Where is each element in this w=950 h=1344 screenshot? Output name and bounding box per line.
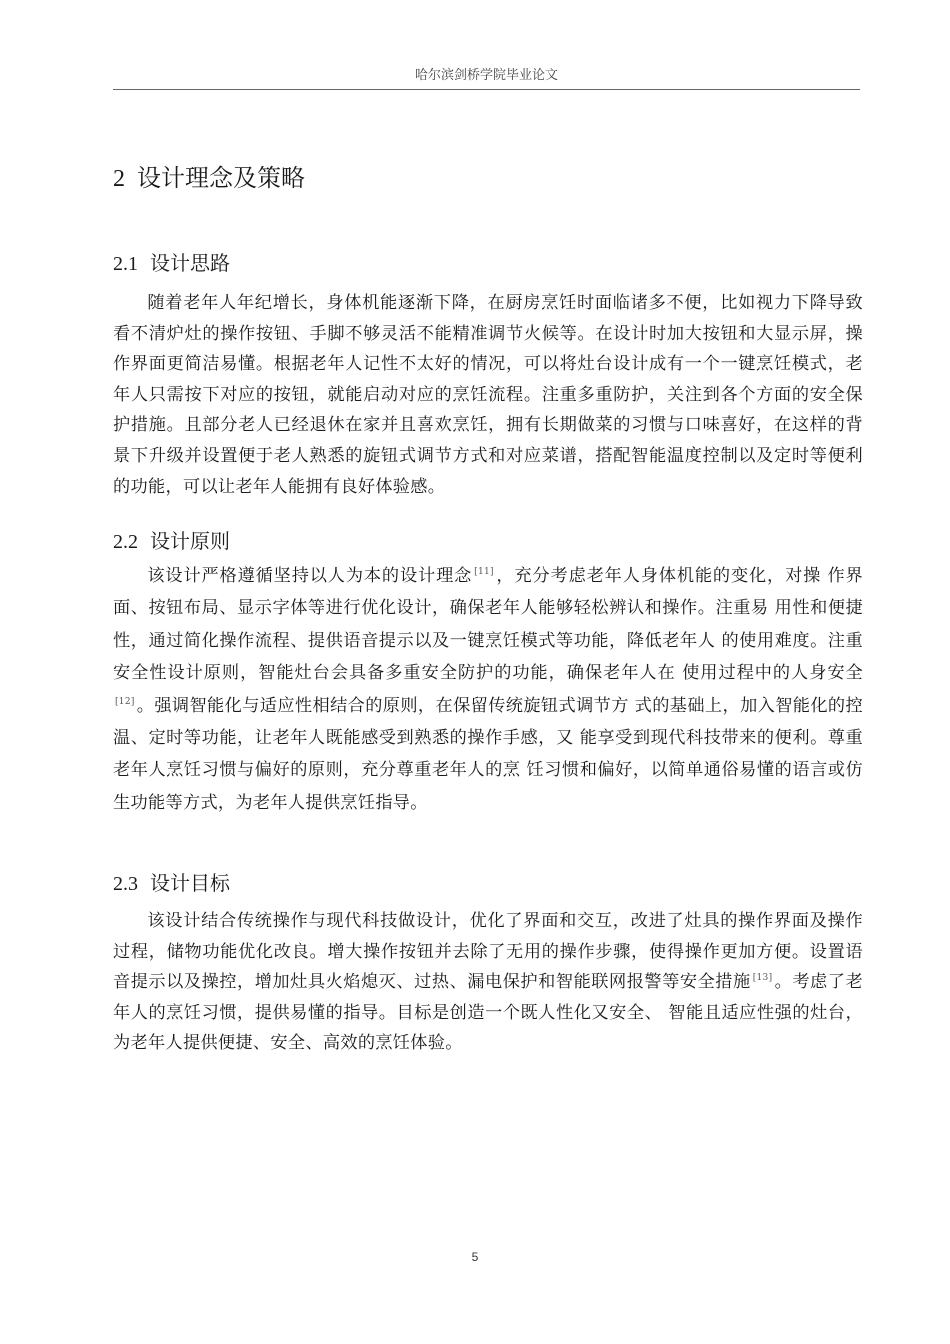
header-divider: [113, 89, 860, 90]
section-title-text: 设计原则: [150, 529, 230, 553]
paragraph-text: 。考虑了老年人的烹饪习惯，提供易懂的指导。目标是创造一个既人性化又安全、 智能且适应性强的灶台，为老年人提供便捷、安全、高效的烹饪体验。: [113, 972, 863, 1054]
chapter-title-text: 设计理念及策略: [137, 164, 305, 192]
section-number: 2.2: [113, 531, 138, 553]
section-number: 2.3: [113, 873, 138, 895]
paragraph-design-goals: [113, 906, 863, 1059]
citation-13[interactable]: [13]: [752, 973, 773, 984]
citation-12[interactable]: [12]: [115, 696, 135, 707]
paragraph-text: 该设计严格遵循坚持以人为本的设计理念: [147, 566, 473, 586]
paragraph-text: 随着老年人年纪增长，身体机能逐渐下降，在厨房烹饪时面临诸多不便，比如视力下降导致看不清炉灶的操作按钮、手脚不够灵活不能精准调节火候等。在设计时加大按钮和大显示屏，操作界面更简洁易懂。根据老年人记性不太好的情况，可以将灶台设计成有一个一键烹饪模式，老年人只需按下对应的按钮，就能启动对应的烹饪流程。注重多重防护，关注到各个方面的安全保护措施。且部分老人已经退休在家并且喜欢烹饪，拥有长期做菜的习惯与口味喜好，在这样的背景下升级并设置便于老人熟悉的旋钮式调节方式和对应菜谱，搭配智能温度控制以及定时等便利的功能，可以让老年人能拥有良好体验感。: [113, 293, 863, 497]
paragraph-design-principles: [113, 560, 863, 819]
paragraph-text: 。强调智能化与适应性相结合的原则，在保留传统旋钮式调节方 式的基础上，加入智能化的控温、定时等功能，让老年人既能感受到熟悉的操作手感，又 能享受到现代科技带来的便利。尊重老年人烹饪习惯与偏好的原则，充分尊重老年人的烹 饪习惯和偏好，以简单通俗易懂的语言或仿生功能等方式，为老年人提供烹饪指导。: [113, 695, 863, 813]
section-title-text: 设计目标: [150, 871, 230, 895]
paragraph-design-ideas: [113, 288, 863, 502]
section-title-text: 设计思路: [150, 251, 230, 275]
section-heading-2-1: [113, 247, 230, 276]
page-number: 5: [471, 1250, 479, 1264]
section-number: 2.1: [113, 253, 138, 275]
section-heading-2-3: [113, 867, 230, 896]
section-heading-2-2: [113, 525, 230, 554]
paragraph-text: ，充分考虑老年人身体机能的变化，对操 作界面、按钮布局、显示字体等进行优化设计，确保老年人能够轻松辨认和操作。注重易 用性和便捷性，通过简化操作流程、提供语音提示以及一键烹饪模式等功能，降低老年人 的使用难度。注重安全性设计原则，智能灶台会具备多重安全防护的功能，确保老年人在 使用过程中的人身安全: [113, 566, 864, 684]
running-header: 哈尔滨剑桥学院毕业论文: [414, 68, 558, 83]
chapter-number: 2: [113, 166, 125, 192]
chapter-title: [113, 158, 305, 193]
citation-11[interactable]: [11]: [474, 567, 494, 578]
paragraph-text: 该设计结合传统操作与现代科技做设计，优化了界面和交互，改进了灶具的操作界面及操作过程，储物功能优化改良。增大操作按钮并去除了无用的操作步骤，使得操作更加方便。设置语音提示以及操控，增加灶具火焰熄灭、过热、漏电保护和智能联网报警等安全措施: [113, 911, 863, 993]
